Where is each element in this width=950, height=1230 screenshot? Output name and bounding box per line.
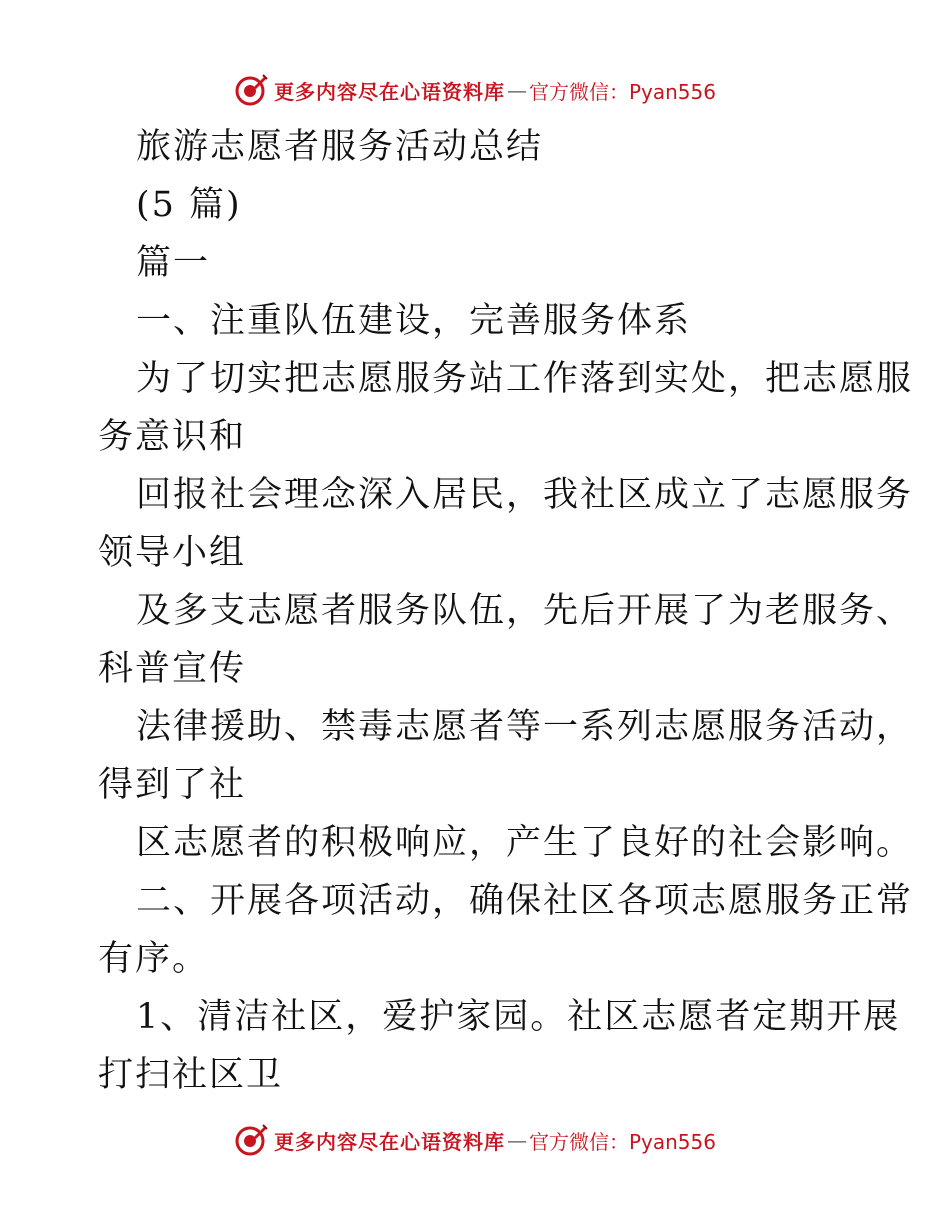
document-body [98,118,914,1104]
header-tagline: 更多内容尽在心语资料库 [273,79,505,104]
footer-watermark [0,1120,950,1160]
footer-tagline: 更多内容尽在心语资料库 [273,1129,505,1154]
section-label: 篇一 [136,243,211,283]
document-title: 旅游志愿者服务活动总结 [136,127,544,167]
footer-contact: 官方微信：Pyan556 [528,1129,716,1154]
pen-logo-icon [234,1123,268,1157]
paragraph-line: 及多支志愿者服务队伍，先后开展了为老服务、 [136,591,914,631]
paragraph-line: 得到了社 [98,765,247,805]
heading-one: 一、注重队伍建设，完善服务体系 [136,301,692,341]
paragraph-line: 科普宣传 [98,649,247,689]
paragraph-line: 回报社会理念深入居民，我社区成立了志愿服务 [136,475,914,515]
paragraph-line: 有序。 [98,939,210,979]
paragraph-line: 区志愿者的积极响应，产生了良好的社会影响。 [136,823,914,863]
paragraph-line: 法律援助、禁毒志愿者等一系列志愿服务活动， [136,707,914,747]
heading-two: 二、开展各项活动，确保社区各项志愿服务正常 [136,881,914,921]
paragraph-line: 打扫社区卫 [98,1055,284,1095]
paragraph-line: 务意识和 [98,417,247,457]
paragraph-line: 领导小组 [98,533,247,573]
document-subtitle: (5 篇) [136,185,242,225]
footer-separator: — [506,1128,527,1152]
header-watermark [0,70,950,110]
header-separator: — [506,78,527,102]
pen-logo-icon [234,73,268,107]
paragraph-line: 为了切实把志愿服务站工作落到实处，把志愿服 [136,359,914,399]
list-item: 1、清洁社区，爱护家园。社区志愿者定期开展 [136,997,901,1037]
header-contact: 官方微信：Pyan556 [528,79,716,104]
